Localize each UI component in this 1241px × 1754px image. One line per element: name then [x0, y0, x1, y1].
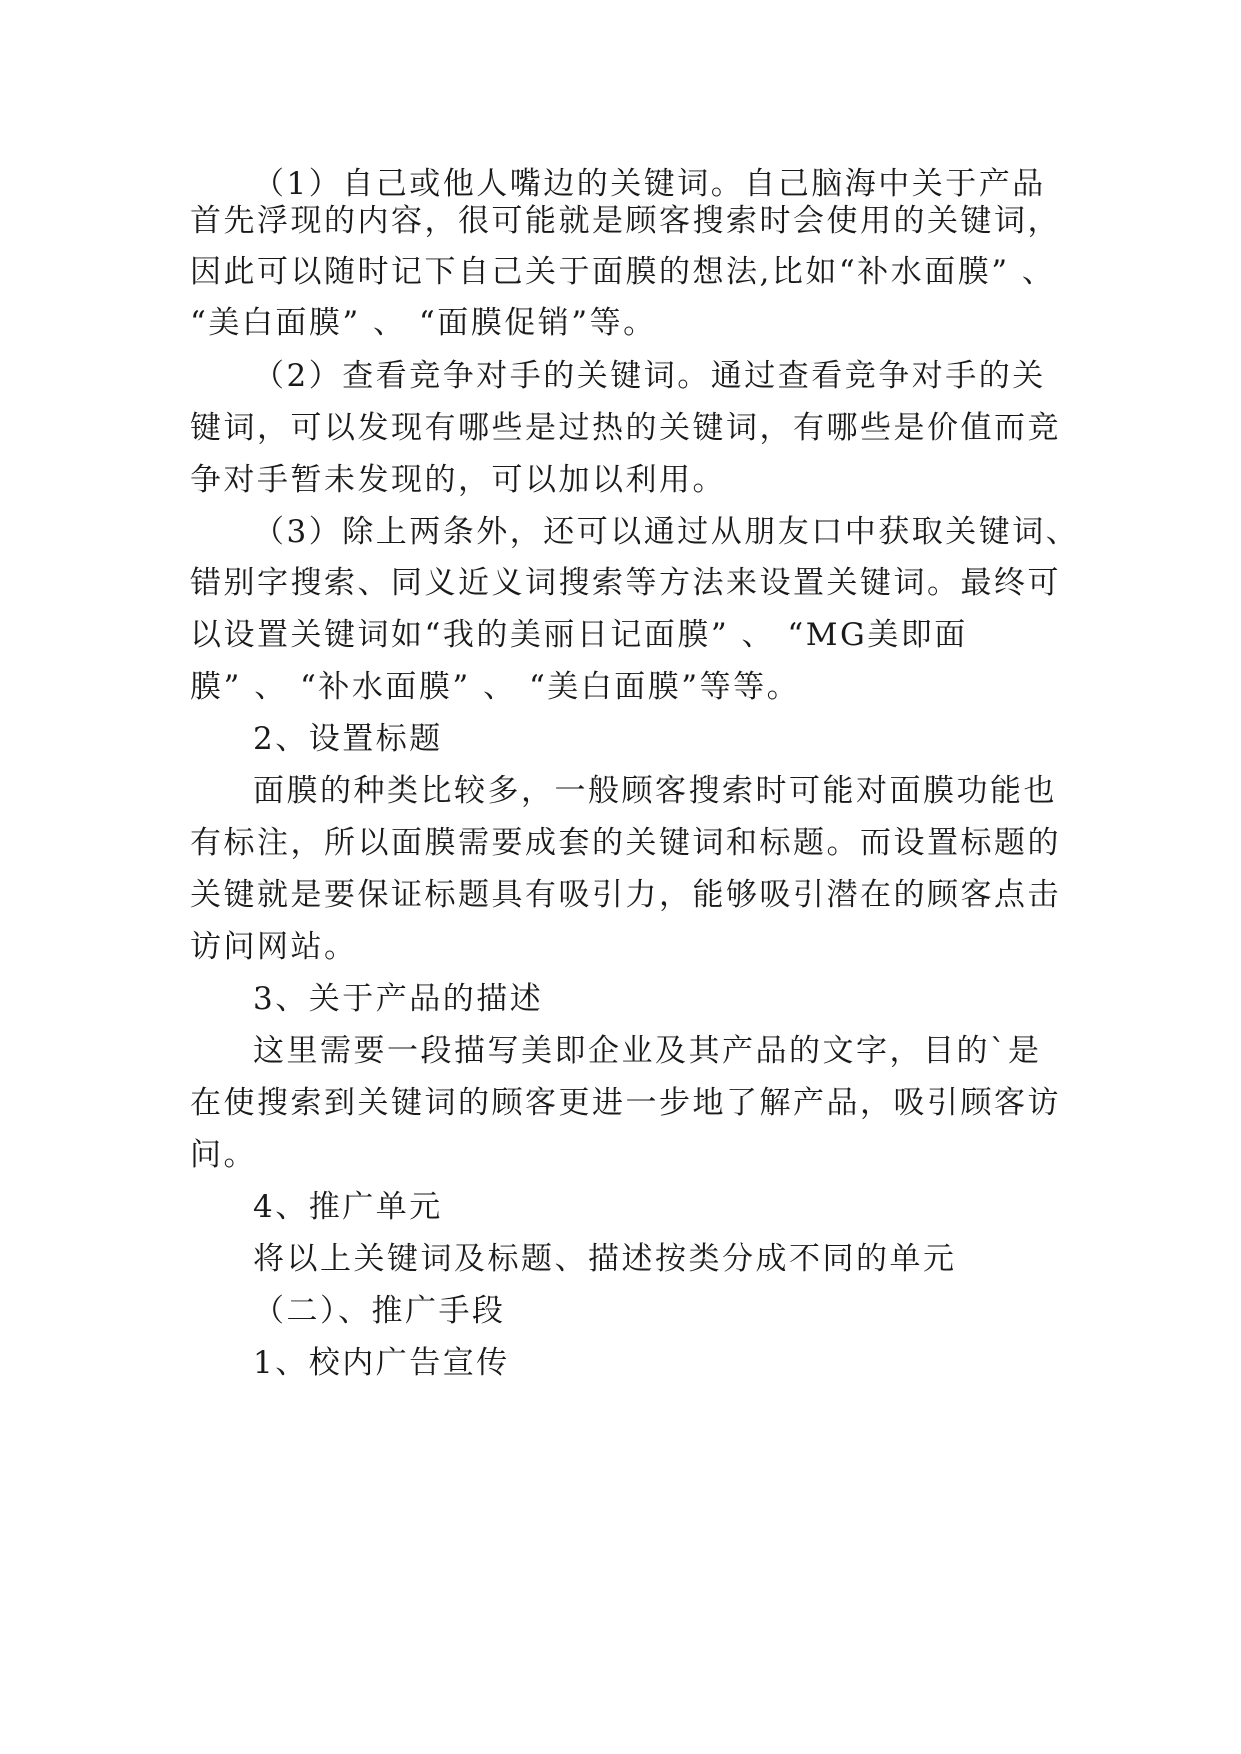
section-heading: （二）、推广手段	[253, 1293, 506, 1329]
text-line: （3）除上两条外，还可以通过从朋友口中获取关键词、	[253, 514, 1080, 550]
text-line: （2）查看竞争对手的关键词。通过查看竞争对手的关	[253, 358, 1046, 394]
text-line: 访问网站。	[190, 929, 358, 965]
text-line: （1）自己或他人嘴边的关键词。自己脑海中关于产品	[253, 166, 1046, 202]
section-heading: 2、设置标题	[253, 721, 443, 757]
text-line: 错别字搜索、同义近义词搜索等方法来设置关键词。最终可	[190, 565, 1061, 601]
text-line: 首先浮现的内容，很可能就是顾客搜索时会使用的关键词，	[190, 203, 1061, 239]
text-line: 面膜的种类比较多，一般顾客搜索时可能对面膜功能也	[253, 773, 1057, 809]
text-line: 问。	[190, 1137, 257, 1173]
text-line: 争对手暂未发现的，可以加以利用。	[190, 462, 726, 498]
section-heading: 1、校内广告宣传	[253, 1345, 510, 1381]
text-line: 有标注，所以面膜需要成套的关键词和标题。而设置标题的	[190, 825, 1061, 861]
text-line: “美白面膜” 、 “面膜促销”等。	[190, 305, 657, 341]
text-line: 关键就是要保证标题具有吸引力，能够吸引潜在的顾客点击	[190, 877, 1061, 913]
section-heading: 3、关于产品的描述	[253, 981, 544, 1017]
text-line: 因此可以随时记下自己关于面膜的想法,比如“补水面膜” 、	[190, 254, 1056, 290]
section-heading: 4、推广单元	[253, 1189, 443, 1225]
text-line: 键词，可以发现有哪些是过热的关键词，有哪些是价值而竞	[190, 410, 1061, 446]
text-line: 在使搜索到关键词的顾客更进一步地了解产品，吸引顾客访	[190, 1085, 1061, 1121]
text-line: 以设置关键词如“我的美丽日记面膜” 、 “MG美即面	[190, 617, 968, 653]
text-line: 这里需要一段描写美即企业及其产品的文字，目的`是	[253, 1033, 1042, 1069]
text-line: 将以上关键词及标题、描述按类分成不同的单元	[253, 1241, 957, 1277]
text-line: 膜” 、 “补水面膜” 、 “美白面膜”等等。	[190, 669, 801, 705]
